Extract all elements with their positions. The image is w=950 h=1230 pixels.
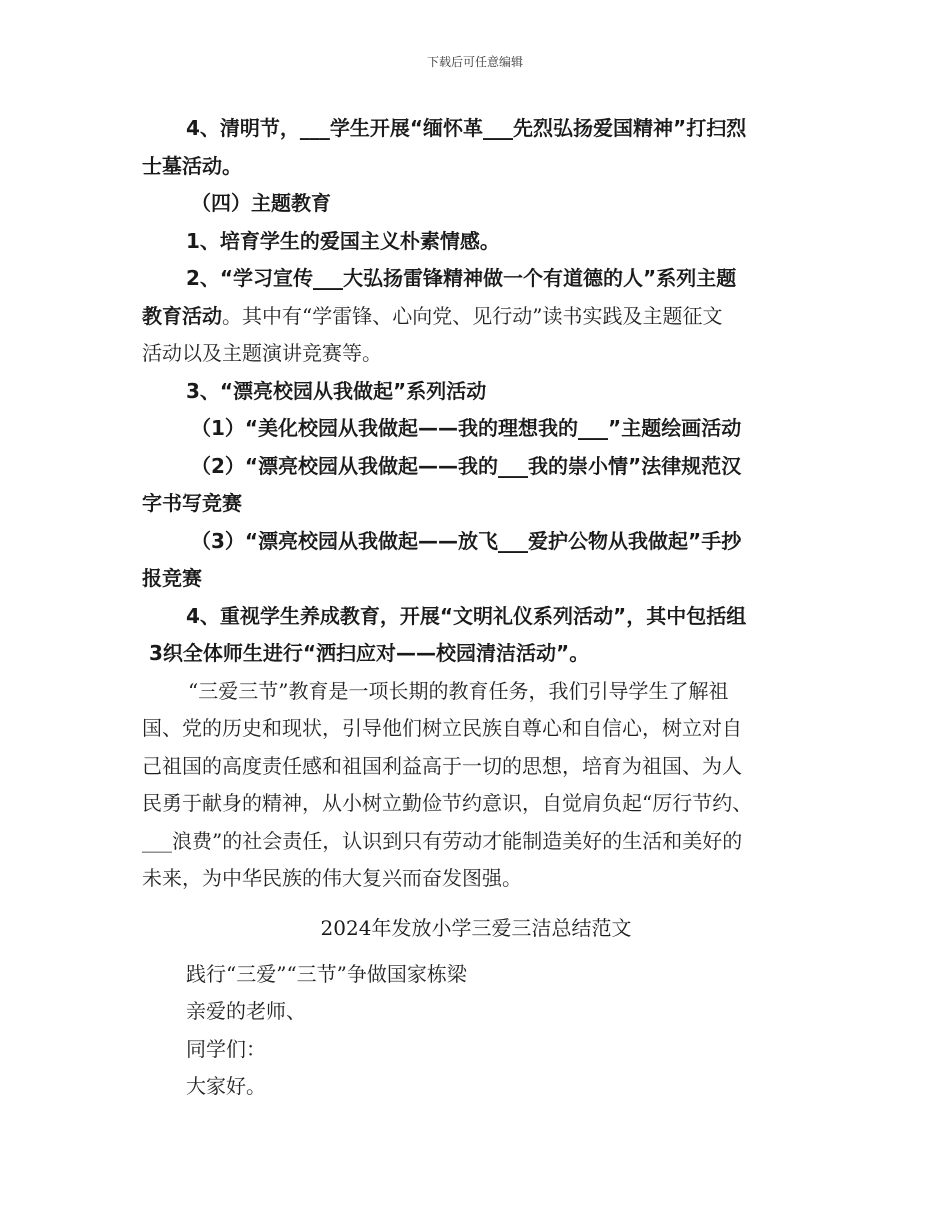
section-heading: （四）主题教育: [191, 191, 331, 215]
speech-line: 践行“三爱”“三节”争做国家栋梁: [186, 961, 467, 986]
paragraph-line: ___浪费”的社会责任，认识到只有劳动才能制造美好的生活和美好的: [142, 828, 743, 853]
paragraph-line: 3织全体师生进行“洒扫应对——校园清洁活动”。: [149, 641, 590, 665]
section-title: 2024年发放小学三爱三洁总结范文: [320, 915, 632, 940]
list-item: 3、“漂亮校园从我做起”系列活动: [186, 378, 487, 403]
paragraph-line: 未来，为中华民族的伟大复兴而奋发图强。: [142, 866, 522, 890]
speech-line: 同学们：: [186, 1036, 266, 1061]
paragraph-line: 4、清明节，___学生开展“缅怀革___先烈弘扬爱国精神”打扫烈: [186, 116, 747, 140]
list-item: 1、培育学生的爱国主义朴素情感。: [186, 228, 500, 253]
paragraph-line: 字书写竞赛: [142, 491, 242, 515]
sub-list-item: （2）“漂亮校园从我做起——我的___我的崇小情”法律规范汉: [191, 453, 742, 478]
bold-run: 教育活动: [142, 303, 222, 328]
paragraph-line: 报竞赛: [142, 566, 202, 590]
speech-line: 大家好。: [186, 1074, 266, 1098]
paragraph-line: 民勇于献身的精神，从小树立勤俭节约意识，自觉肩负起“厉行节约、: [142, 791, 753, 815]
document-body: [142, 110, 810, 1106]
list-item: 2、“学习宣传___大弘扬雷锋精神做一个有道德的人”系列主题: [186, 266, 737, 290]
paragraph-line: 国、党的历史和现状，引导他们树立民族自尊心和自信心，树立对自: [142, 716, 742, 740]
sub-list-item: （3）“漂亮校园从我做起——放飞___爱护公物从我做起”手抄: [191, 528, 742, 553]
speech-line: 亲爱的老师、: [186, 999, 306, 1023]
page-header-note: 下载后可任意编辑: [426, 55, 523, 69]
normal-run: 。其中有“学雷锋、心向党、见行动”读书实践及主题征文: [222, 303, 723, 328]
paragraph-line: 己祖国的高度责任感和祖国利益高于一切的思想，培育为祖国、为人: [142, 753, 742, 778]
paragraph-line: 士墓活动。: [142, 153, 242, 178]
paragraph-line: 活动以及主题演讲竞赛等。: [142, 341, 382, 365]
list-item: 4、重视学生养成教育，开展“文明礼仪系列活动”，其中包括组: [186, 603, 747, 628]
paragraph-line: “三爱三节”教育是一项长期的教育任务，我们引导学生了解祖: [188, 678, 729, 703]
paragraph-line: [142, 298, 810, 336]
sub-list-item: （1）“美化校园从我做起——我的理想我的___”主题绘画活动: [191, 416, 742, 440]
